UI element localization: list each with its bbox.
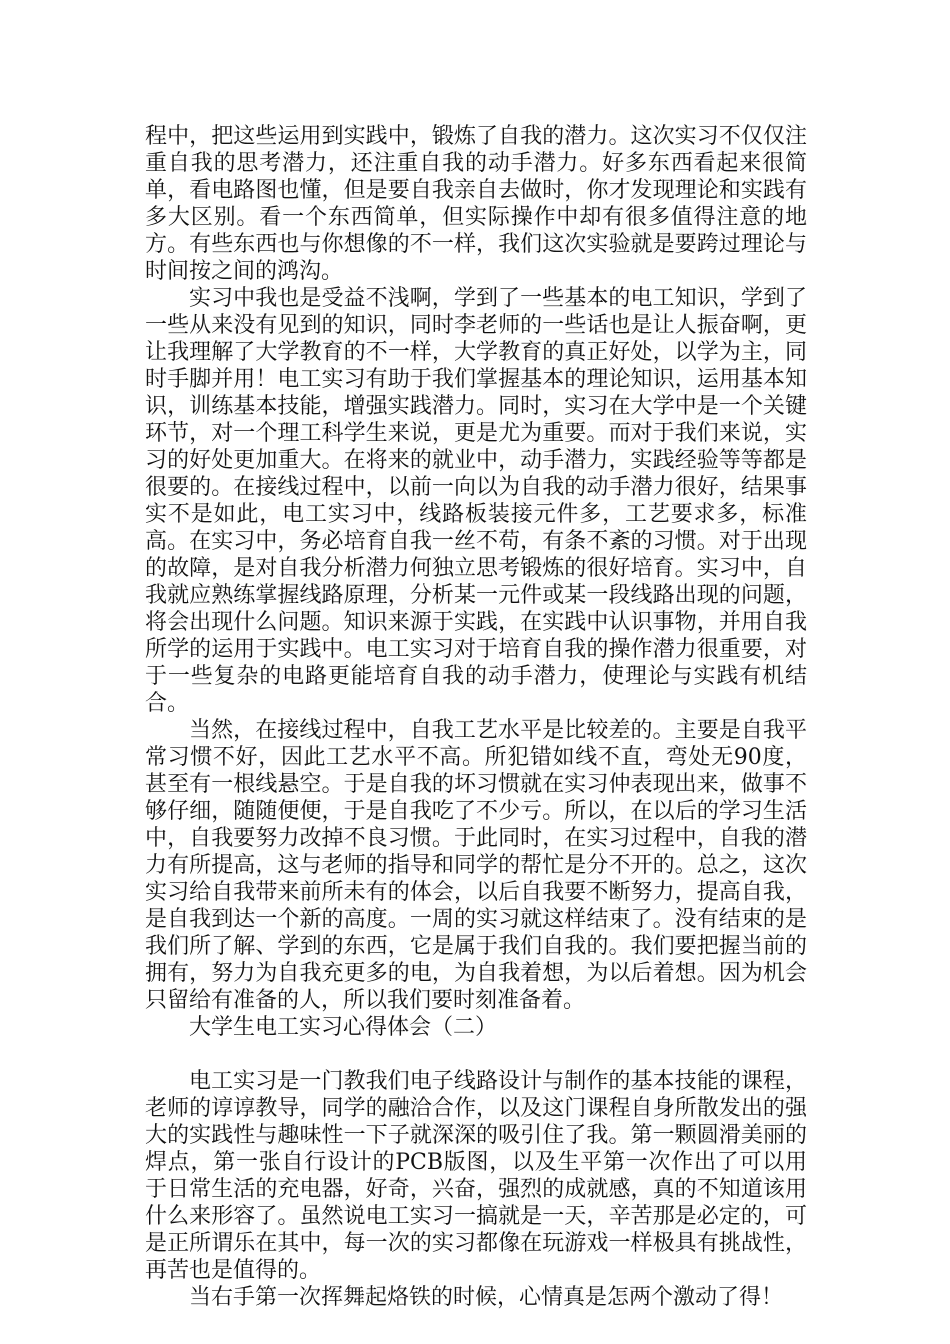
paragraph-1: 程中，把这些运用到实践中，锻炼了自我的潜力。这次实习不仅仅注重自我的思考潜力，还注重自我的动手潜力。好多东西看起来很简单，看电路图也懂，但是要自我亲自去做时，你才发现理论和实践有多大区别。看一个东西简单，但实际操作中却有很多值得注意的地方。有些东西也与你想像的不一样，我们这次实验就是要跨过理论与时间按之间的鸿沟。	[145, 124, 807, 284]
paragraph-4: 电工实习是一门教我们电子线路设计与制作的基本技能的课程，老师的谆谆教导，同学的融洽合作，以及这门课程自身所散发出的强大的实践性与趣味性一下子就深深的吸引住了我。第一颗圆滑美丽的焊点，第一张自行设计的PCB版图，以及生平第一次作出了可以用于日常生活的充电器，好奇，兴奋，强烈的成就感，真的不知道该用什么来形容了。虽然说电工实习一搞就是一天，辛苦那是必定的，可是正所谓乐在其中，每一次的实习都像在玩游戏一样极具有挑战性，再苦也是值得的。	[145, 1069, 807, 1283]
paragraph-2: 实习中我也是受益不浅啊，学到了一些基本的电工知识，学到了一些从来没有见到的知识，同时李老师的一些话也是让人振奋啊，更让我理解了大学教育的不一样，大学教育的真正好处，以学为主，同时手脚并用！电工实习有助于我们掌握基本的理论知识，运用基本知识，训练基本技能，增强实践潜力。同时，实习在大学中是一个关键环节，对一个理工科学生来说，更是尤为重要。而对于我们来说，实习的好处更加重大。在将来的就业中，动手潜力，实践经验等等都是很要的。在接线过程中，以前一向以为自我的动手潜力很好，结果事实不是如此，电工实习中，线路板装接元件多，工艺要求多，标准高。在实习中，务必培育自我一丝不苟，有条不紊的习惯。对于出现的故障，是对自我分析潜力何独立思考锻炼的很好培育。实习中，自我就应熟练掌握线路原理，分析某一元件或某一段线路出现的问题，将会出现什么问题。知识来源于实践，在实践中认识事物，并用自我所学的运用于实践中。电工实习对于培育自我的操作潜力很重要，对于一些复杂的电路更能培育自我的动手潜力，使理论与实践有机结合。	[145, 286, 807, 716]
paragraph-3: 当然，在接线过程中，自我工艺水平是比较差的。主要是自我平常习惯不好，因此工艺水平不高。所犯错如线不直，弯处无90度，甚至有一根线悬空。于是自我的坏习惯就在实习仲表现出来，做事不够仔细，随随便便，于是自我吃了不少亏。所以，在以后的学习生活中，自我要努力改掉不良习惯。于此同时，在实习过程中，自我的潜力有所提高，这与老师的指导和同学的帮忙是分不开的。总之，这次实习给自我带来前所未有的体会，以后自我要不断努力，提高自我，是自我到达一个新的高度。一周的实习就这样结束了。没有结束的是我们所了解、学到的东西，它是属于我们自我的。我们要把握当前的拥有，努力为自我充更多的电，为自我着想，为以后着想。因为机会只留给有准备的人，所以我们要时刻准备着。	[145, 718, 807, 1013]
blank-line	[145, 1041, 807, 1068]
section-title: 大学生电工实习心得体会（二）	[189, 1015, 498, 1040]
paragraph-5: 当右手第一次挥舞起烙铁的时候，心情真是怎两个激动了得！	[189, 1285, 784, 1310]
document-page	[145, 123, 807, 1311]
